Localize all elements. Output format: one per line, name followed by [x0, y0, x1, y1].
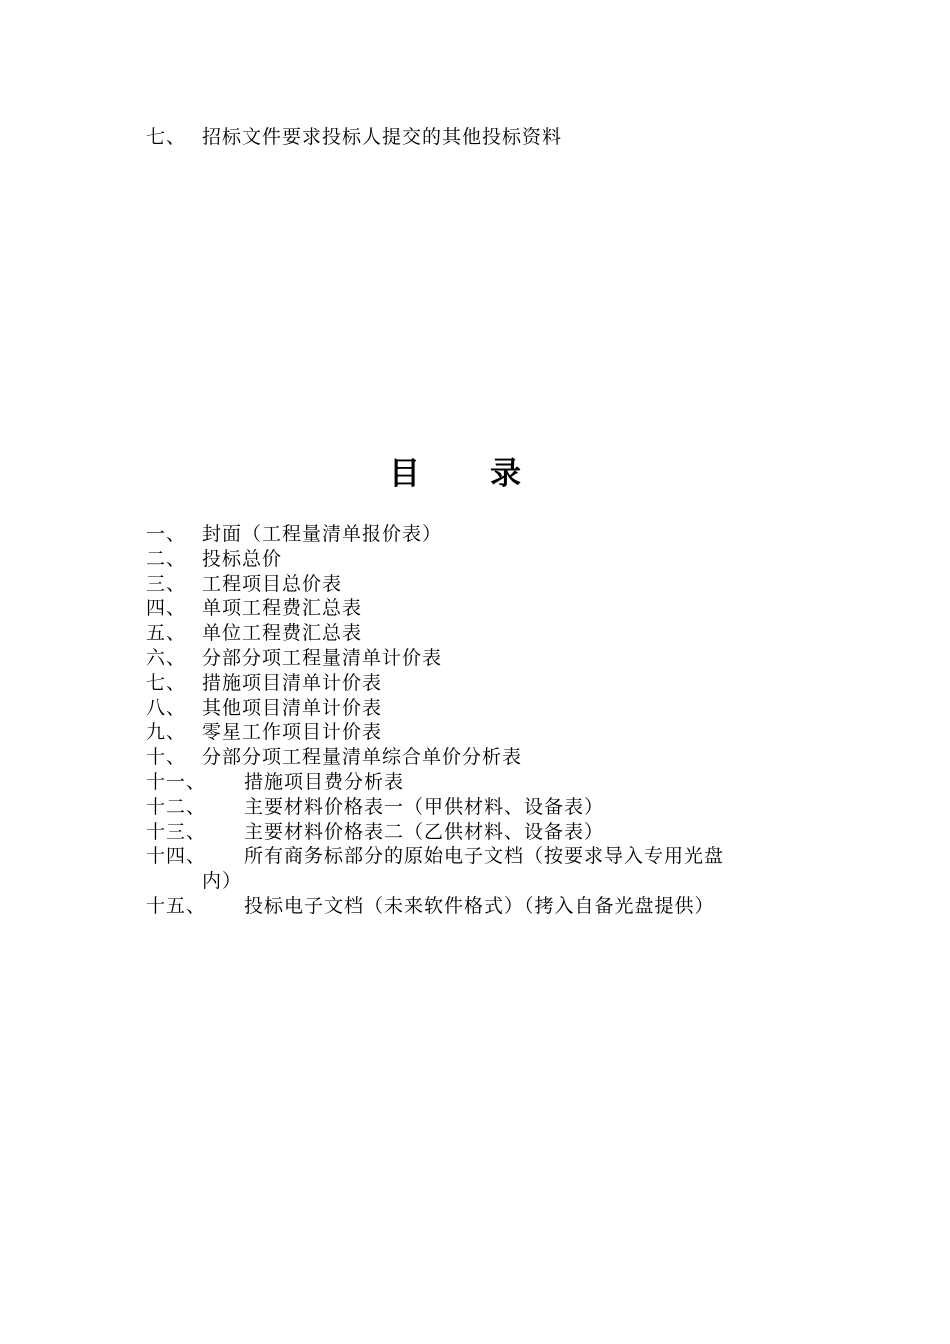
toc-item-text: 投标电子文档（未来软件格式）（拷入自备光盘提供）	[244, 894, 715, 917]
toc-item-text: 主要材料价格表二（乙供材料、设备表）	[244, 820, 605, 843]
top-list-item	[146, 124, 562, 150]
toc-item-text: 分部分项工程量清单综合单价分析表	[202, 746, 523, 769]
toc-item-continuation-text: 内）	[202, 870, 243, 893]
toc-item-text: 措施项目费分析表	[244, 770, 405, 793]
toc-item	[146, 621, 826, 646]
toc-item	[146, 646, 826, 671]
toc-item	[146, 671, 826, 696]
toc-item-number: 七、	[146, 671, 187, 694]
toc-item-text: 措施项目清单计价表	[202, 671, 383, 694]
toc-item-number: 十三、	[146, 820, 207, 843]
toc-item-text: 单位工程费汇总表	[202, 622, 363, 645]
toc-item	[146, 572, 826, 597]
toc-item	[146, 720, 826, 745]
toc-item	[146, 770, 826, 795]
toc-item-number: 三、	[146, 572, 187, 595]
toc-item-number: 九、	[146, 721, 187, 744]
toc-item-number: 一、	[146, 523, 187, 545]
toc-item-number: 十一、	[146, 770, 207, 793]
top-item-number: 七、	[146, 126, 187, 148]
toc-item-number: 六、	[146, 646, 187, 669]
toc-item	[146, 696, 826, 721]
toc-item-number: 十二、	[146, 795, 207, 818]
table-of-contents	[146, 522, 826, 919]
toc-item-number: 五、	[146, 622, 187, 645]
toc-item-text: 主要材料价格表一（甲供材料、设备表）	[244, 795, 605, 818]
toc-item-text: 工程项目总价表	[202, 572, 343, 595]
toc-item-text: 所有商务标部分的原始电子文档（按要求导入专用光盘	[244, 845, 725, 868]
top-item-text: 招标文件要求投标人提交的其他投标资料	[202, 126, 563, 148]
toc-item	[146, 795, 826, 820]
toc-item-number: 四、	[146, 597, 187, 620]
toc-item	[146, 894, 826, 919]
toc-item-text: 单项工程费汇总表	[202, 597, 363, 620]
toc-item-text: 其他项目清单计价表	[202, 696, 383, 719]
toc-item	[146, 745, 826, 770]
toc-item-number: 十、	[146, 746, 187, 769]
toc-item-number: 八、	[146, 696, 187, 719]
toc-item	[146, 522, 826, 547]
toc-item	[146, 547, 826, 572]
toc-item	[146, 820, 826, 845]
toc-title: 目录	[389, 456, 591, 492]
toc-item-number: 十五、	[146, 894, 207, 917]
toc-item-text: 投标总价	[202, 547, 283, 570]
toc-item	[146, 596, 826, 621]
toc-item-continuation	[146, 869, 826, 894]
toc-item-number: 十四、	[146, 845, 207, 868]
toc-item-text: 零星工作项目计价表	[202, 721, 383, 744]
toc-item-text: 分部分项工程量清单计价表	[202, 646, 443, 669]
toc-item	[146, 844, 826, 869]
toc-item-number: 二、	[146, 547, 187, 570]
toc-item-text: 封面（工程量清单报价表）	[202, 523, 443, 545]
